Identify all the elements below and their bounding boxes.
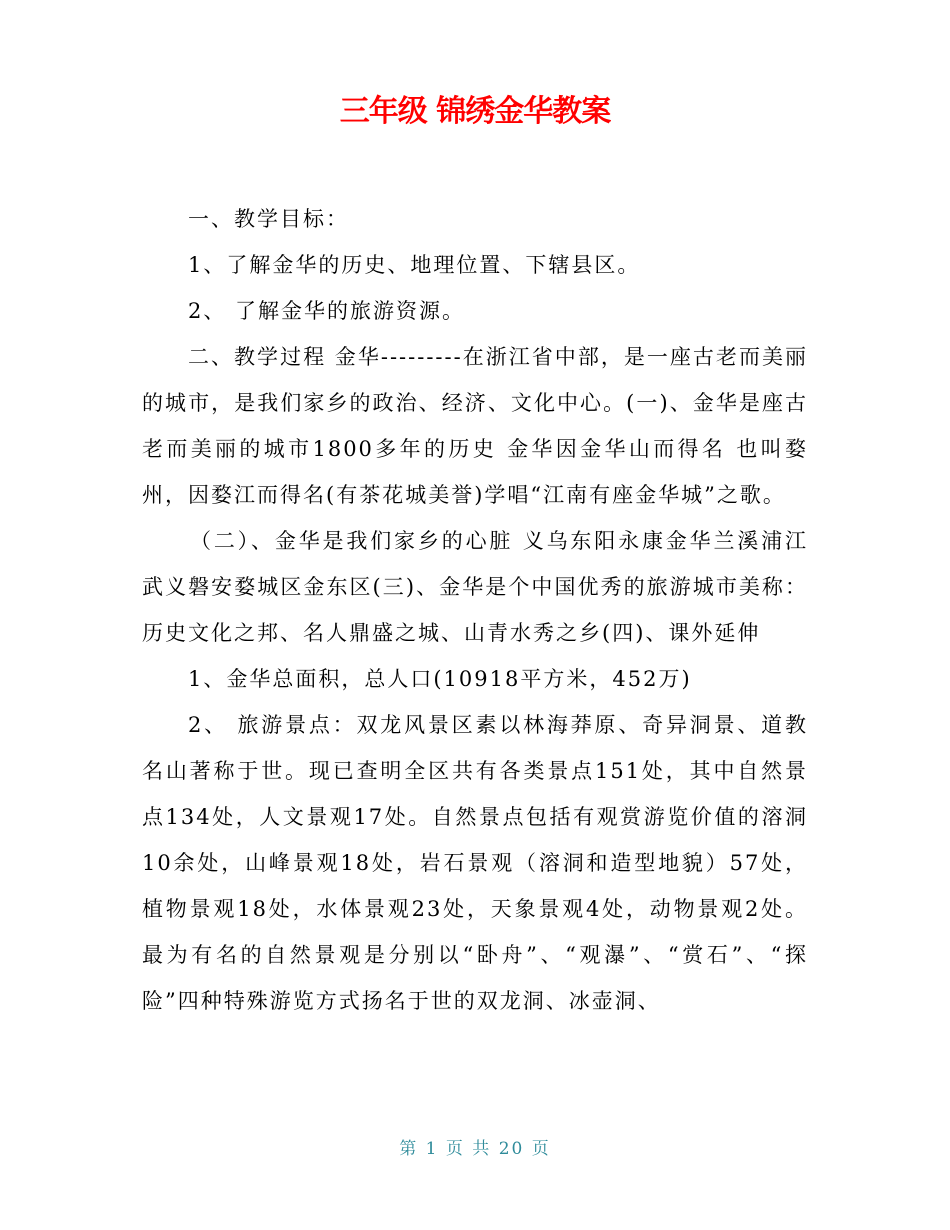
document-body: [142, 196, 808, 1024]
paragraph-teaching-goals-heading: 一、教学目标：: [188, 207, 349, 231]
paragraph-section-two: （二）、金华是我们家乡的心脏 义乌东阳永康金华兰溪浦江武义磐安婺城区金东区(三)、金华是个中国优秀的旅游城市美称：历史文化之邦、名人鼎盛之城、山青水秀之乡(四)、课外延伸: [142, 529, 808, 645]
paragraph-scenic-spots: 2、 旅游景点：双龙风景区素以林海莽原、奇异洞景、道教名山著称于世。现已查明全区共有各类景点151处，其中自然景点134处，人文景观17处。自然景点包括有观赏游览价值的溶洞10余处，山峰景观18处，岩石景观（溶洞和造型地貌）57处，植物景观18处，水体景观23处，天象景观4处，动物景观2处。最为有名的自然景观是分别以“卧舟”、“观瀑”、“赏石”、“探险”四种特殊游览方式扬名于世的双龙洞、冰壶洞、: [142, 713, 808, 1013]
paragraph-goal-2: 2、 了解金华的旅游资源。: [188, 299, 466, 323]
paragraph-goal-1: 1、了解金华的历史、地理位置、下辖县区。: [188, 253, 641, 277]
paragraph-area-population: 1、金华总面积，总人口(10918平方米，452万): [188, 667, 692, 691]
document-title: 三年级 锦绣金华教案: [339, 94, 611, 129]
paragraph-teaching-process: 二、教学过程 金华---------在浙江省中部，是一座古老而美丽的城市，是我们家乡的政治、经济、文化中心。(一)、金华是座古老而美丽的城市1800多年的历史 金华因金华山而得名 也叫婺州，因婺江而得名(有茶花城美誉)学唱“江南有座金华城”之歌。: [142, 345, 808, 507]
page-number-footer: 第 1 页 共 20 页: [399, 1139, 551, 1159]
